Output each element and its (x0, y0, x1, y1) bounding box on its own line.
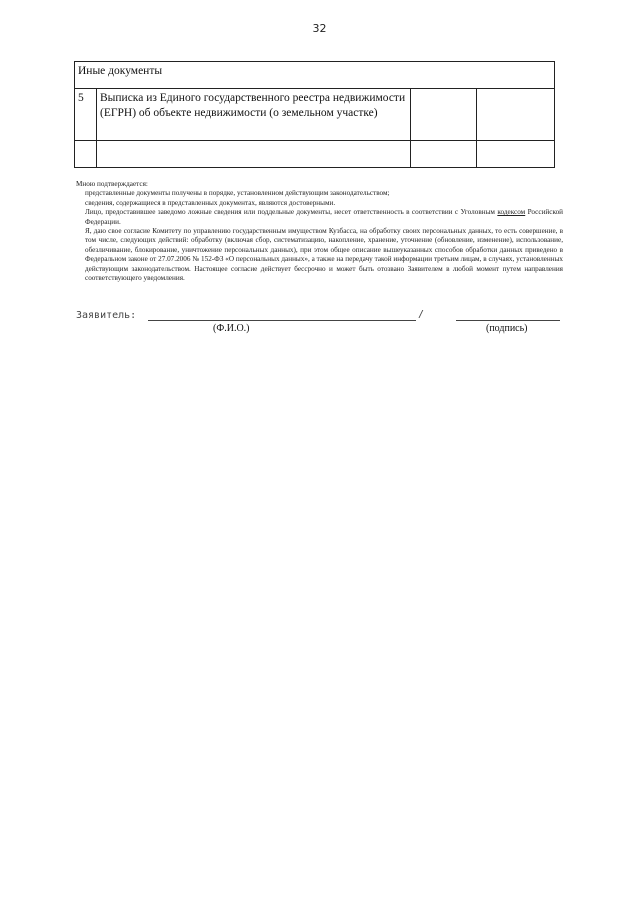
section-title: Иные документы (75, 62, 555, 89)
cell-col4 (477, 141, 555, 168)
consent-item-accuracy: сведения, содержащиеся в представленных документах, являются достоверными. (85, 198, 336, 207)
cell-col4 (477, 89, 555, 141)
consent-block (76, 180, 563, 283)
signature-line (456, 320, 560, 321)
signature-slash: / (418, 309, 425, 320)
table-row (75, 141, 555, 168)
liability-text: Лицо, предоставившее заведомо ложные сведения или поддельные документы, несет ответственность в соответствии с Уголовным (85, 208, 495, 217)
personal-data-consent: Я, даю свое согласие Комитету по управлению государственным имуществом Кузбасса, на обработку своих персональных данных, то есть совершение, в том числе, следующих действий: обработку (включая сбор, систематизацию, накопление, хранение, уточнение (обновление, изменение), использование, обезличивание, блокирование, уничтожение персональных данных), при этом общее описание вышеуказанных способов обработки данных приведено в Федеральном законе от 27.07.2006 № 152-ФЗ «О персональных данных», а также на передачу такой информации третьим лицам, в случаях, установленных действующим законодательством. Настоящее согласие действует бессрочно и может быть отозвано Заявителем в любой момент путем направления соответствующего уведомления. (85, 227, 563, 283)
name-caption: (Ф.И.О.) (213, 323, 250, 334)
document-name: Выписка из Единого государственного реестра недвижимости (ЕГРН) об объекте недвижимости (о земельном участке) (97, 89, 411, 141)
table-row (75, 89, 555, 141)
documents-table (74, 61, 555, 168)
section-header-row (75, 62, 555, 89)
criminal-code-link[interactable]: кодексом (497, 208, 526, 217)
consent-intro: Мною подтверждается: (76, 180, 148, 188)
row-number: 5 (75, 89, 97, 141)
row-number (75, 141, 97, 168)
signature-caption: (подпись) (486, 323, 528, 334)
liability-text-end: Российской Федерации. (85, 208, 564, 226)
consent-item-documents: представленные документы получены в порядке, установленном действующим законодательством; (85, 189, 390, 198)
cell-col3 (411, 89, 477, 141)
document-name (97, 141, 411, 168)
liability-paragraph (76, 208, 563, 227)
cell-col3 (411, 141, 477, 168)
applicant-label: Заявитель: (76, 310, 137, 321)
page-number: 32 (312, 22, 327, 35)
signature-block (76, 310, 566, 340)
name-signature-line (148, 320, 416, 321)
